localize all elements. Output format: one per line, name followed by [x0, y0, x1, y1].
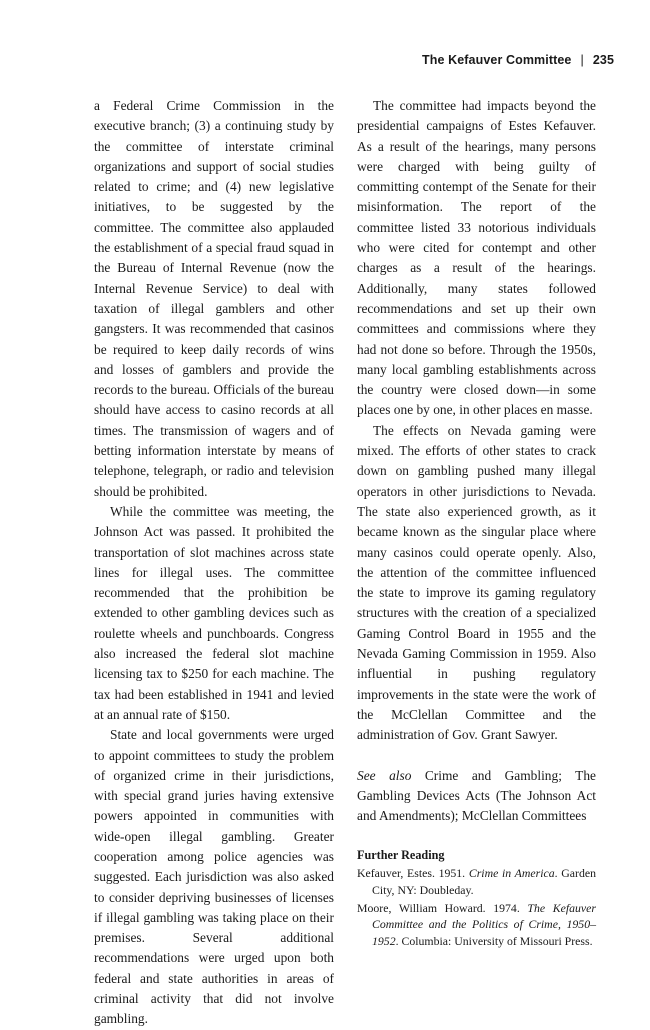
- reference-title: Crime in America: [468, 866, 555, 881]
- left-column: [94, 96, 334, 1030]
- running-head-separator: |: [580, 53, 584, 67]
- see-also-label: See also: [357, 767, 412, 783]
- further-reading-heading: Further Reading: [357, 848, 445, 863]
- reference-author-year: Moore, William Howard. 1974.: [357, 900, 528, 915]
- reference-author-year: Kefauver, Estes. 1951.: [357, 866, 469, 881]
- running-head-title: The Kefauver Committee: [422, 53, 572, 67]
- reference-entry: [357, 865, 596, 898]
- reference-entry: [357, 900, 596, 950]
- page-number: 235: [592, 53, 614, 67]
- running-head: [422, 53, 614, 67]
- reference-publisher: . Garden City, NY: Doubleday.: [372, 866, 596, 897]
- reference-publisher: . Columbia: University of Missouri Press.: [395, 933, 593, 948]
- body-paragraph: The effects on Nevada gaming were mixed. The efforts of other states to crack down on gambling pushed many illegal operators in other jurisdictions to Nevada. The state also experienced growth, as it became known as the singular place where many casinos could operate openly. Also, the attention of the committee influenced the state to improve its gaming regulatory structures with the creation of a specialized Gaming Control Board in 1955 and the Nevada Gaming Commission in 1959. Also influential in pushing regulatory improvements in the state were the work of the McClellan Committee and the administration of Gov. Grant Sawyer.: [357, 422, 596, 743]
- body-paragraph: a Federal Crime Commission in the executive branch; (3) a continuing study by the committee of interstate criminal organizations and support of social studies related to crime; and (4) new legislative initiatives, to be suggested by the committee. The committee also applauded the establishment of a special fraud squad in the Bureau of Internal Revenue (now the Internal Revenue Service) to deal with taxation of illegal gamblers and other gangsters. It was recommended that casinos be required to keep daily records of wins and losses of gamblers and provide the records to the bureau. Officials of the bureau should have access to casino records at all times. The transmission of wagers and of betting information interstate by means of telephone, telegraph, or radio and television should be prohibited.: [94, 98, 334, 499]
- see-also-entries: Crime and Gambling; The Gambling Devices Acts (The Johnson Act and Amendments); McClellan Committees: [357, 767, 596, 824]
- right-column: [357, 96, 596, 950]
- see-also: [357, 766, 596, 827]
- reference-title: The Kefauver Committee and the Politics of Crime, 1950–1952: [372, 900, 596, 948]
- body-paragraph: The committee had impacts beyond the presidential campaigns of Estes Kefauver. As a result of the hearings, many persons were charged with being guilty of committing contempt of the Senate for their misinformation. The report of the committee listed 33 notorious individuals who were cited for contempt and other charges as a result of the hearings. Additionally, many states followed recommendations and set up their own committees and commissions where they had not done so before. Through the 1950s, many local gambling establishments across the country were closed down—in some places one by one, in other places en masse.: [357, 98, 596, 418]
- body-paragraph: State and local governments were urged to appoint committees to study the problem of organized crime in their jurisdictions, with special grand juries having extensive powers appointed in communities with wide-open illegal gambling. Greater cooperation among police agencies was suggested. Each jurisdiction was also asked to consider depriving businesses of licenses if illegal gambling was taking place on their premises. Several additional recommendations were urged upon both federal and state authorities in areas of criminal activity that did not involve gambling.: [94, 727, 334, 1027]
- body-paragraph: While the committee was meeting, the Johnson Act was passed. It prohibited the transportation of slot machines across state lines for illegal uses. The committee recommended that the prohibition be extended to other gambling devices such as roulette wheels and punchboards. Congress also increased the federal slot machine licensing tax to $250 for each machine. The tax had been established in 1941 and levied at an annual rate of $150.: [94, 503, 334, 722]
